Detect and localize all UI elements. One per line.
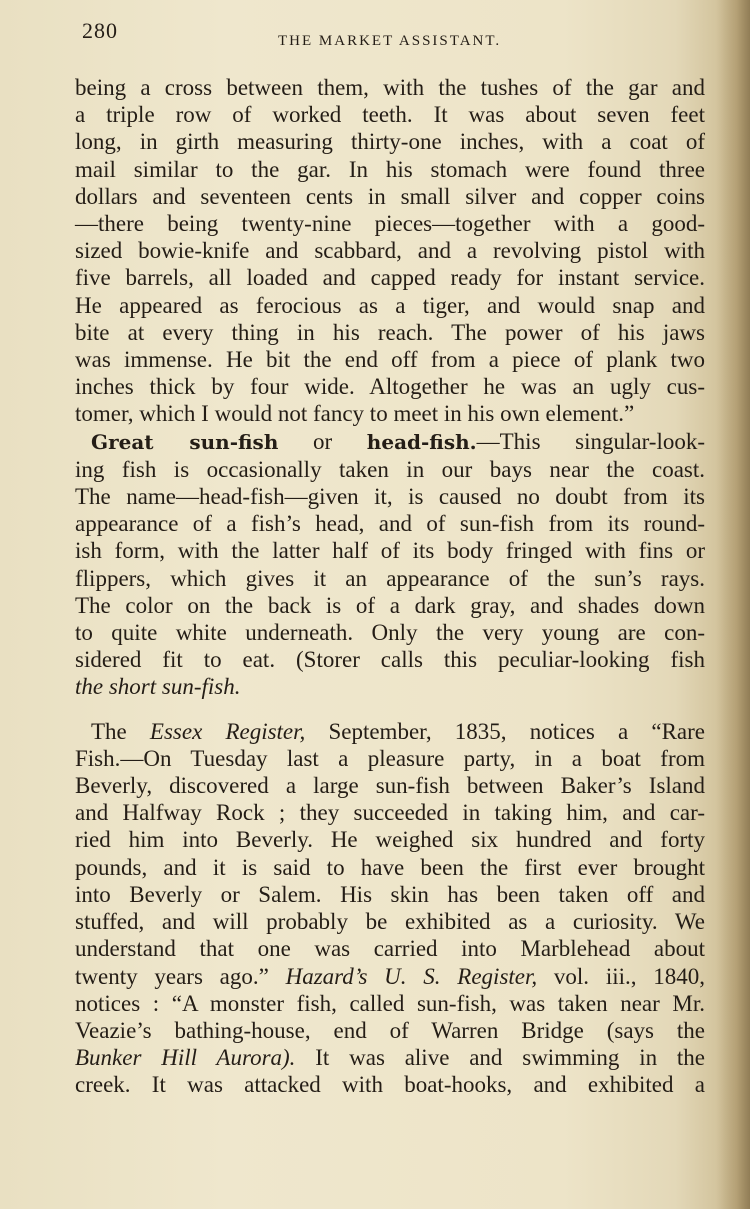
text-line: stuffed, and will probably be exhibited as a curiosity. We	[75, 909, 705, 935]
page-number: 280	[82, 18, 118, 43]
text-line: ish form, with the latter half of its body fringed with fins or	[75, 538, 705, 564]
paragraph-gar-description	[75, 74, 705, 428]
publication-title: Essex Register,	[149, 718, 306, 744]
paragraph-spacer	[75, 701, 705, 718]
text-line: ried him into Beverly. He weighed six hundred and forty	[75, 827, 705, 853]
text-line: and Halfway Rock ; they succeeded in taking him, and car-	[75, 800, 705, 826]
text-line: pounds, and it is said to have been the first ever brought	[75, 854, 705, 880]
text-line: The color on the back is of a dark gray, and shades down	[75, 592, 705, 618]
text-line: The name—head-fish—given it, is caused no doubt from its	[75, 484, 705, 510]
entry-heading-sun-fish: Great sun-fish	[91, 429, 279, 454]
text-line-with-heading	[75, 428, 705, 456]
text-line: He appeared as ferocious as a tiger, and would snap and	[75, 292, 705, 318]
text-line: into Beverly or Salem. His skin has been taken off and	[75, 881, 705, 907]
publication-title: Bunker Hill Aurora).	[75, 1045, 296, 1071]
text-line: mail similar to the gar. In his stomach were found three	[75, 156, 705, 182]
text-line: dollars and seventeen cents in small silver and copper coins	[75, 183, 705, 209]
text-line: appearance of a fish’s head, and of sun-fish from its round-	[75, 511, 705, 537]
text-line: —there being twenty-nine pieces—together with a good-	[75, 211, 705, 237]
running-title: THE MARKET ASSISTANT.	[278, 33, 502, 49]
text-fragment: September, 1835, notices a “Rare	[305, 718, 705, 744]
entry-heading-head-fish: head-fish.	[366, 429, 477, 454]
text-line: flippers, which gives it an appearance of the sun’s rays.	[75, 565, 705, 591]
text-line-italic: the short sun-fish.	[75, 674, 241, 700]
text-line: creek. It was attacked with boat-hooks, and exhibited a	[75, 1072, 705, 1098]
page-gutter-shadow	[716, 0, 750, 1209]
text-line: ing fish is occasionally taken in our bays near the coast.	[75, 456, 705, 482]
paragraph-essex-register	[75, 718, 705, 1099]
text-fragment: —This singular-look-	[476, 428, 705, 454]
text-line: long, in girth measuring thirty-one inches, with a coat of	[75, 129, 705, 155]
text-line: was immense. He bit the end off from a piece of plank two	[75, 347, 705, 373]
text-line	[75, 963, 705, 990]
text-line: notices : “A monster fish, called sun-fish, was taken near Mr.	[75, 990, 705, 1016]
text-line: Fish.—On Tuesday last a pleasure party, in a boat from	[75, 745, 705, 771]
text-line: to quite white underneath. Only the very young are con-	[75, 620, 705, 646]
text-line: bite at every thing in his reach. The power of his jaws	[75, 319, 705, 345]
text-line: sidered fit to eat. (Storer calls this peculiar-looking fish	[75, 647, 705, 673]
text-line: Veazie’s bathing-house, end of Warren Bridge (says the	[75, 1017, 705, 1043]
text-line: Beverly, discovered a large sun-fish between Baker’s Island	[75, 773, 705, 799]
text-line: five barrels, all loaded and capped ready for instant service.	[75, 265, 705, 291]
text-line: tomer, which I would not fancy to meet in his own element.”	[75, 401, 635, 427]
body-text	[75, 74, 705, 1099]
text-line: inches thick by four wide. Altogether he was an ugly cus-	[75, 374, 705, 400]
text-line: a triple row of worked teeth. It was about seven feet	[75, 102, 705, 128]
text-line: sized bowie-knife and scabbard, and a revolving pistol with	[75, 238, 705, 264]
text-fragment: The	[91, 718, 150, 744]
heading-connector: or	[278, 428, 367, 454]
text-fragment: vol. iii., 1840,	[537, 963, 706, 989]
text-line: being a cross between them, with the tushes of the gar and	[75, 75, 705, 100]
paragraph-sun-fish	[75, 428, 705, 701]
text-line: understand that one was carried into Marblehead about	[75, 936, 705, 962]
text-fragment: It was alive and swimming in the	[295, 1045, 705, 1071]
publication-title: Hazard’s U. S. Register,	[285, 963, 538, 989]
text-line	[75, 1044, 705, 1071]
text-line	[75, 718, 705, 745]
text-fragment: twenty years ago.”	[75, 963, 286, 989]
